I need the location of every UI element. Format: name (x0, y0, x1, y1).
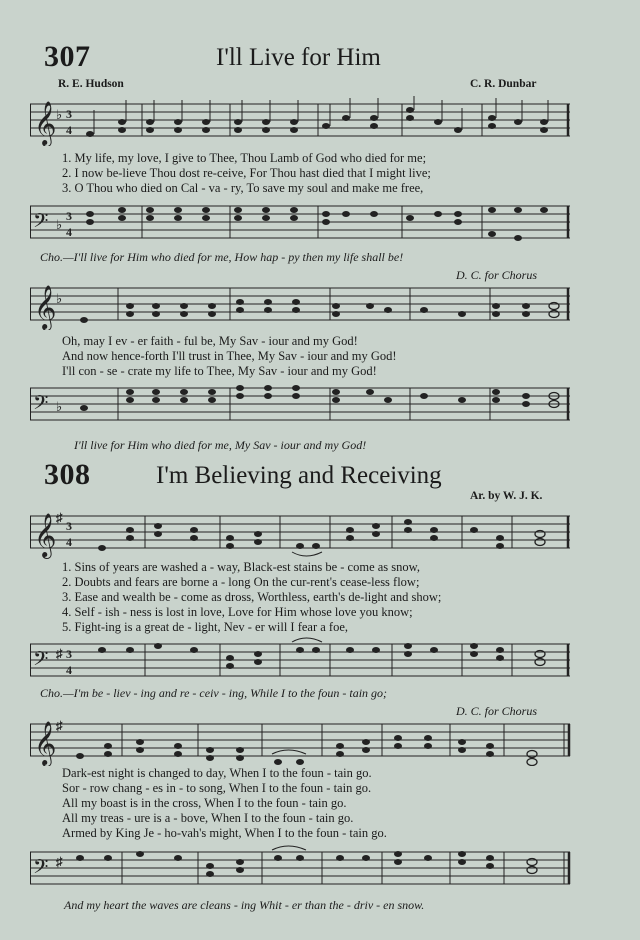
hymn-number: 307 (44, 40, 91, 73)
svg-text:♯: ♯ (56, 646, 63, 661)
verse-lines (62, 334, 397, 379)
treble-staff (30, 280, 575, 330)
svg-text:♯: ♯ (56, 718, 63, 733)
chorus-line: And my heart the waves are cleans - ing Whit - er than the - driv - en snow. (64, 898, 425, 912)
verse-line: And now hence-forth I'll trust in Thee, My Sav - iour and my God! (62, 349, 397, 363)
verse-line: 3. O Thou who died on Cal - va - ry, To save my soul and make me free, (62, 181, 424, 195)
svg-text:4: 4 (66, 663, 72, 677)
svg-text:𝄢: 𝄢 (33, 393, 49, 419)
verse-line: 2. Doubts and fears are borne a - long On the cur-rent's cease-less flow; (62, 575, 420, 589)
hymn-title: I'm Believing and Receiving (156, 462, 442, 489)
bass-staff (30, 844, 575, 894)
svg-text:♭: ♭ (56, 399, 63, 414)
verse-line: All my treas - ure is a - bove, When I to the foun - tain go. (62, 811, 354, 825)
svg-text:3: 3 (66, 107, 72, 121)
arranger-credit: Ar. by W. J. K. (470, 490, 543, 502)
bass-staff (30, 198, 575, 250)
svg-text:4: 4 (66, 535, 72, 549)
svg-text:4: 4 (66, 225, 72, 239)
svg-text:♭: ♭ (56, 107, 63, 122)
svg-text:𝄞: 𝄞 (34, 287, 57, 329)
verse-line: I'll con - se - crate my life to Thee, My Sav - iour and my God! (62, 364, 377, 378)
verse-lines (62, 766, 387, 841)
svg-text:𝄢: 𝄢 (33, 211, 49, 237)
verse-line: All my boast is in the cross, When I to the foun - tain go. (62, 796, 347, 810)
bass-staff (30, 380, 575, 430)
verse-line: Armed by King Je - ho-vah's might, When I to the foun - tain go. (62, 826, 387, 840)
svg-text:4: 4 (66, 123, 72, 137)
verse-lines (62, 151, 431, 196)
hymn-number: 308 (44, 458, 91, 491)
svg-text:3: 3 (66, 519, 72, 533)
bass-staff (30, 636, 575, 686)
verse-line: 5. Fight-ing is a great de - light, Nev - er will I fear a foe, (62, 620, 349, 634)
svg-text:♭: ♭ (56, 291, 63, 306)
verse-line: 4. Self - ish - ness is lost in love, Love for Him whose love you know; (62, 605, 413, 619)
dc-marking: D. C. for Chorus (456, 704, 538, 718)
svg-text:𝄢: 𝄢 (33, 649, 49, 675)
svg-text:𝄞: 𝄞 (34, 101, 57, 145)
words-credit: C. R. Dunbar (470, 78, 537, 90)
svg-text:3: 3 (66, 209, 72, 223)
svg-text:𝄞: 𝄞 (34, 515, 57, 557)
verse-line: Sor - row chang - es in - to song, When I to the foun - tain go. (62, 781, 372, 795)
verse-line: 1. Sins of years are washed a - way, Black-est stains be - come as snow, (62, 560, 420, 574)
svg-text:♭: ♭ (56, 217, 63, 232)
treble-staff (30, 96, 575, 146)
hymn-title: I'll Live for Him (216, 44, 381, 71)
verse-line: 1. My life, my love, I give to Thee, Thou Lamb of God who died for me; (62, 151, 427, 165)
verse-line: 3. Ease and wealth be - come as dross, Worthless, earth's de-light and show; (62, 590, 442, 604)
treble-staff (30, 508, 575, 560)
treble-staff (30, 716, 575, 766)
svg-text:𝄢: 𝄢 (33, 857, 49, 883)
svg-text:𝄞: 𝄞 (34, 723, 57, 765)
verse-line: Dark-est night is changed to day, When I to the foun - tain go. (62, 766, 372, 780)
chorus-line: Cho.—I'll live for Him who died for me, How hap - py then my life shall be! (40, 250, 404, 264)
music-credit: R. E. Hudson (58, 78, 124, 90)
verse-line: Oh, may I ev - er faith - ful be, My Sav - iour and my God! (62, 334, 358, 348)
chorus-line: I'll live for Him who died for me, My Sav - iour and my God! (74, 438, 367, 452)
dc-marking: D. C. for Chorus (456, 268, 538, 282)
svg-text:♯: ♯ (56, 854, 63, 869)
chorus-line: Cho.—I'm be - liev - ing and re - ceiv - ing, While I to the foun - tain go; (40, 686, 388, 700)
verse-line: 2. I now be-lieve Thou dost re-ceive, For Thou hast died that I might live; (62, 166, 431, 180)
svg-text:♯: ♯ (56, 510, 63, 525)
verse-lines (62, 560, 441, 635)
svg-text:3: 3 (66, 647, 72, 661)
